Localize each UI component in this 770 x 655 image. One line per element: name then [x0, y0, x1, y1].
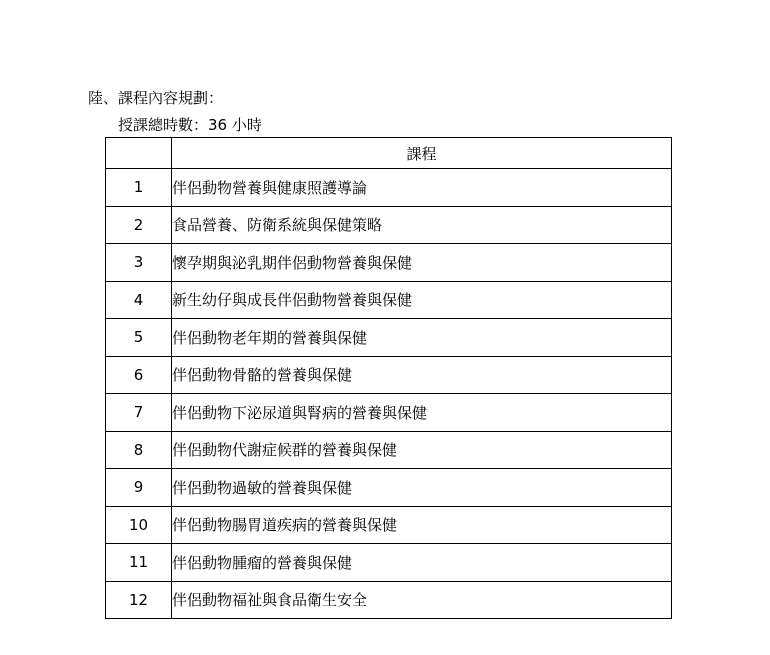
- course-name: 伴侶動物骨骼的營養與保健: [172, 356, 672, 394]
- course-name: 伴侶動物下泌尿道與腎病的營養與保健: [172, 394, 672, 432]
- header-course-cell: 課程: [172, 138, 672, 169]
- row-number: 10: [106, 506, 172, 544]
- course-name: 伴侶動物老年期的營養與保健: [172, 319, 672, 357]
- course-name: 新生幼仔與成長伴侶動物營養與保健: [172, 281, 672, 319]
- table-row: [106, 169, 672, 207]
- course-name: 伴侶動物腫瘤的營養與保健: [172, 544, 672, 582]
- row-number: 8: [106, 431, 172, 469]
- course-rows: [106, 169, 672, 619]
- row-number: 5: [106, 319, 172, 357]
- row-number: 2: [106, 206, 172, 244]
- table-row: [106, 394, 672, 432]
- total-hours: 授課總時數：36 小時: [118, 116, 262, 134]
- course-name: 懷孕期與泌乳期伴侶動物營養與保健: [172, 244, 672, 282]
- row-number: 4: [106, 281, 172, 319]
- table-header-row: [106, 138, 672, 169]
- course-table: [105, 137, 672, 619]
- table-row: [106, 431, 672, 469]
- row-number: 6: [106, 356, 172, 394]
- section-heading: 陸、課程內容規劃：: [88, 89, 224, 107]
- table-row: [106, 281, 672, 319]
- row-number: 9: [106, 469, 172, 507]
- course-name: 伴侶動物過敏的營養與保健: [172, 469, 672, 507]
- table-row: [106, 319, 672, 357]
- row-number: 3: [106, 244, 172, 282]
- course-name: 伴侶動物營養與健康照護導論: [172, 169, 672, 207]
- row-number: 12: [106, 581, 172, 619]
- row-number: 7: [106, 394, 172, 432]
- row-number: 1: [106, 169, 172, 207]
- table-row: [106, 581, 672, 619]
- course-name: 食品營養、防衛系統與保健策略: [172, 206, 672, 244]
- table-row: [106, 506, 672, 544]
- table-row: [106, 469, 672, 507]
- course-name: 伴侶動物代謝症候群的營養與保健: [172, 431, 672, 469]
- row-number: 11: [106, 544, 172, 582]
- table-row: [106, 244, 672, 282]
- course-name: 伴侶動物福祉與食品衛生安全: [172, 581, 672, 619]
- table-row: [106, 356, 672, 394]
- table-row: [106, 544, 672, 582]
- course-name: 伴侶動物腸胃道疾病的營養與保健: [172, 506, 672, 544]
- header-number-cell: [106, 138, 172, 169]
- table-row: [106, 206, 672, 244]
